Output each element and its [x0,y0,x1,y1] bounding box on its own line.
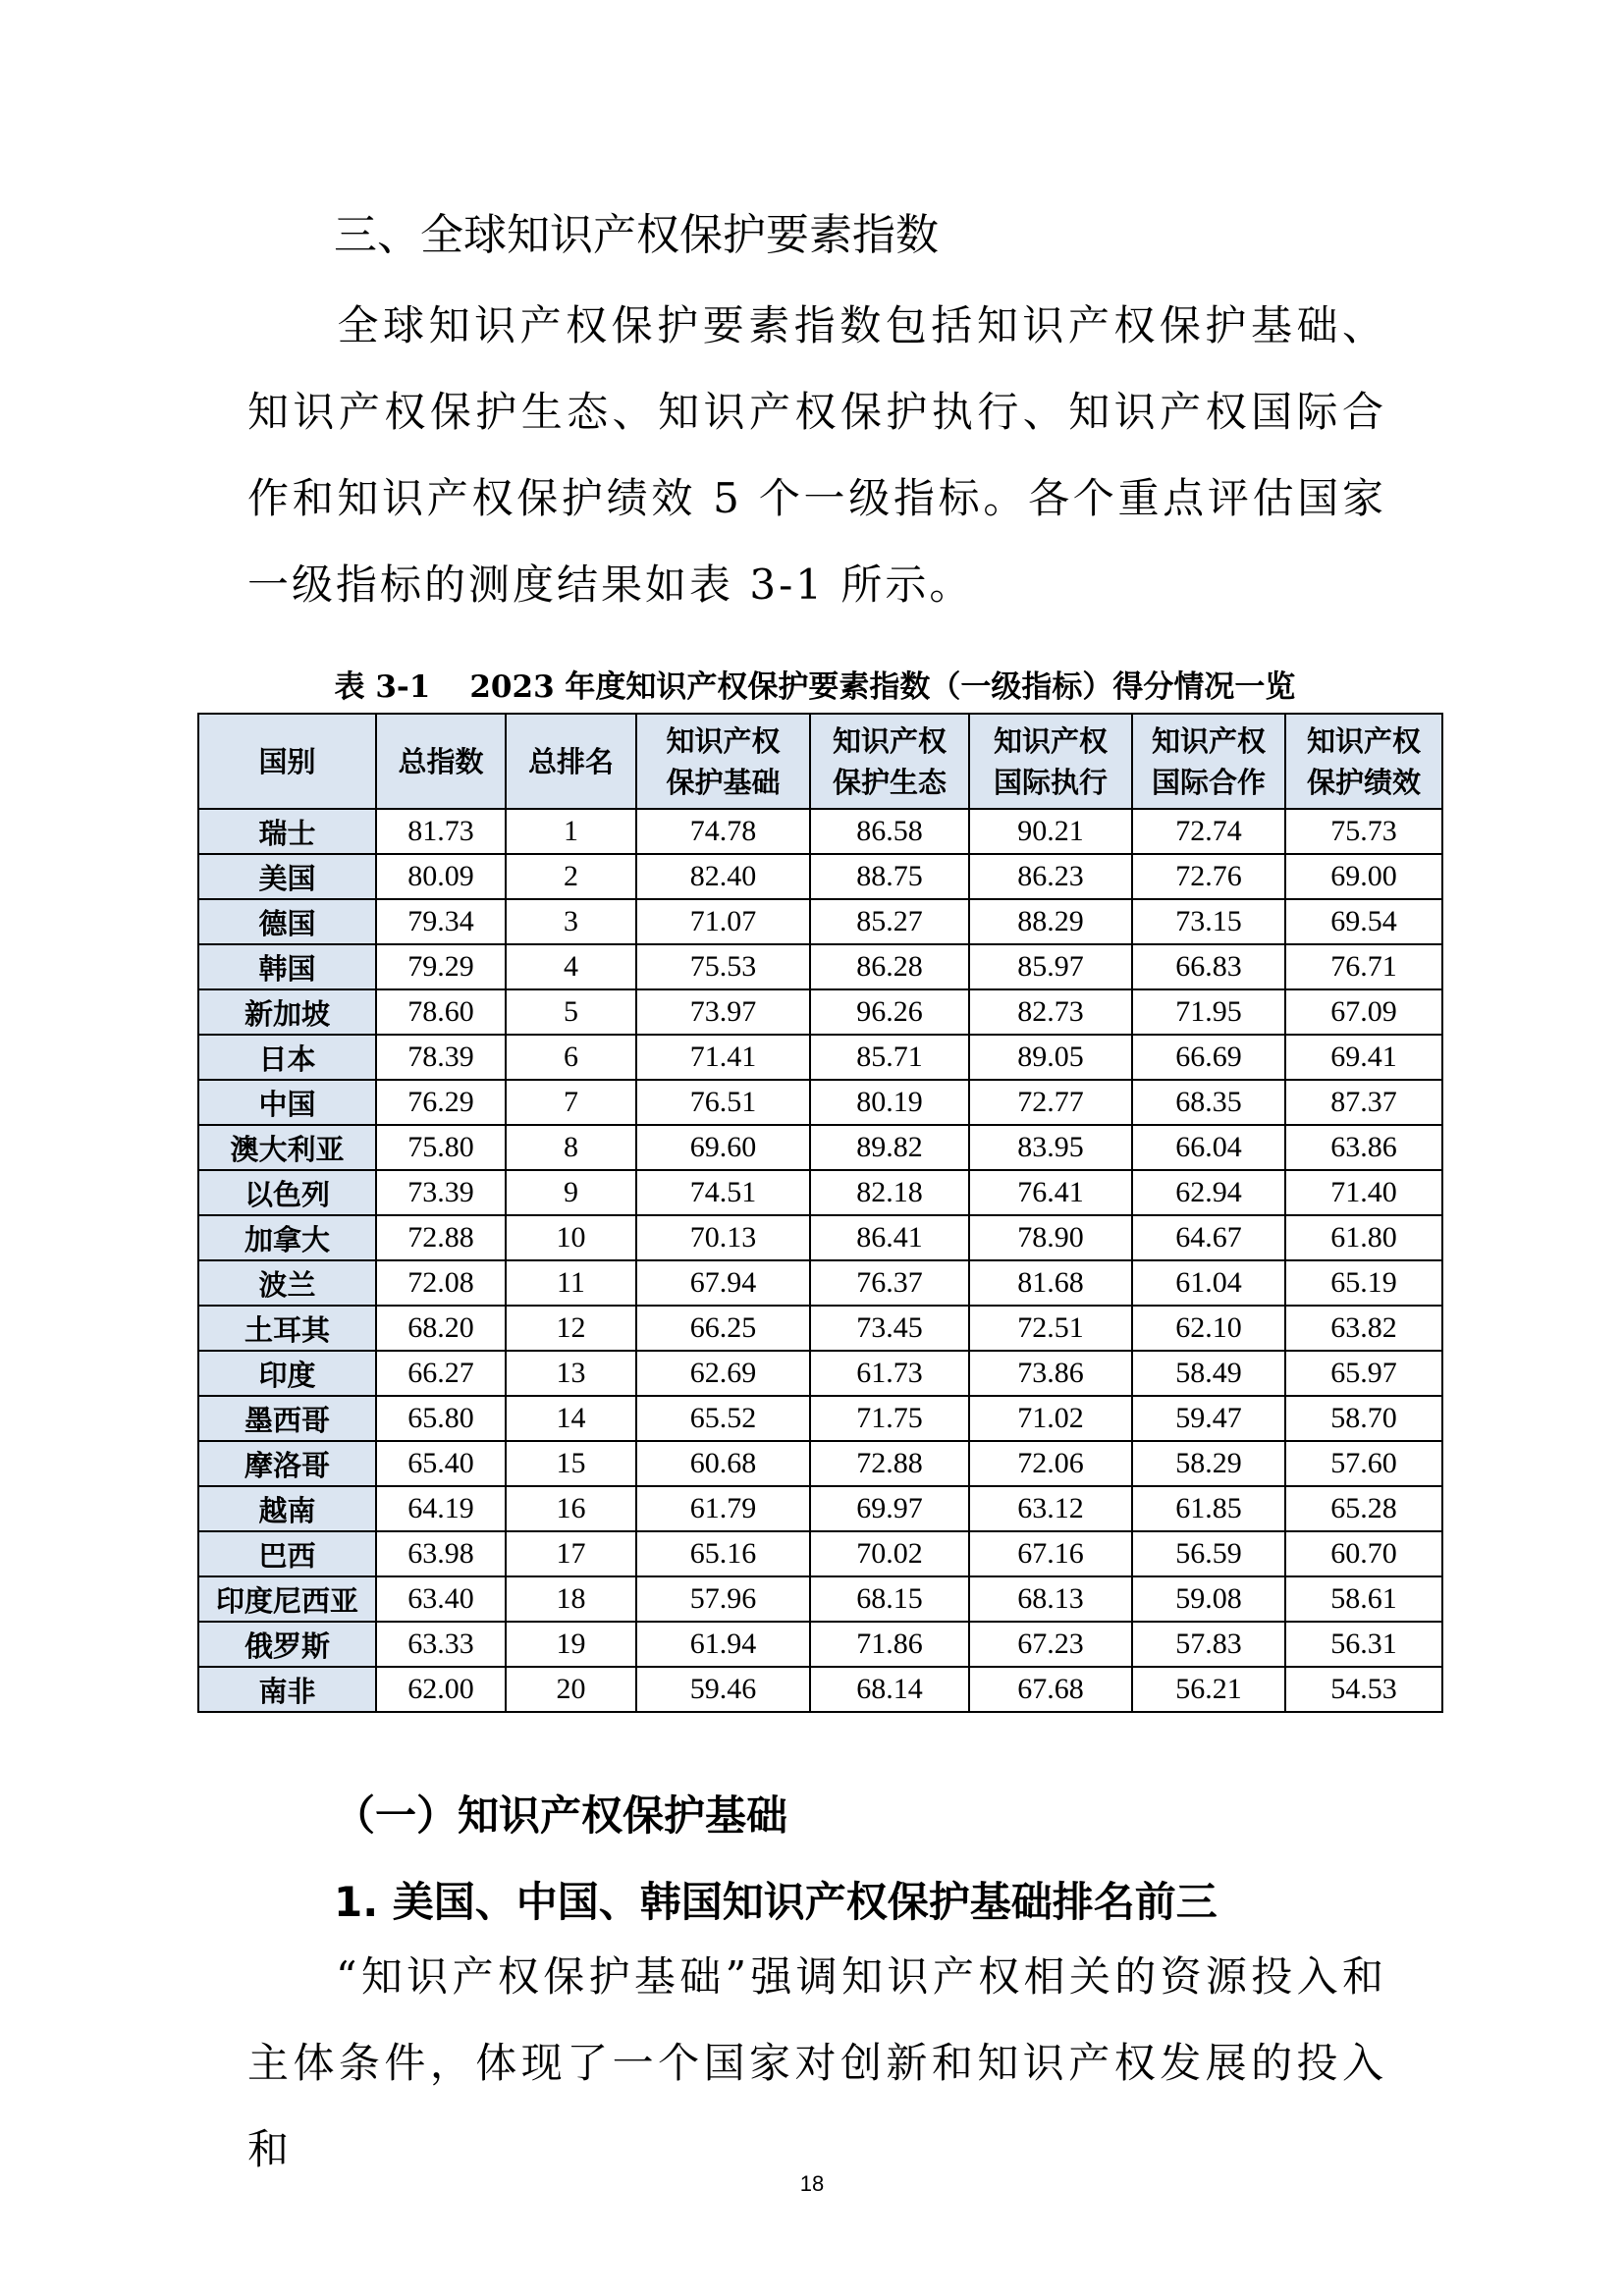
score-cell: 65.52 [636,1396,810,1441]
table-row [198,1486,1442,1531]
score-cell: 89.05 [969,1035,1132,1080]
score-cell: 67.68 [969,1667,1132,1712]
score-cell: 71.07 [636,899,810,944]
score-cell: 72.88 [810,1441,969,1486]
score-cell: 61.73 [810,1351,969,1396]
score-cell: 16 [506,1486,636,1531]
score-cell: 69.97 [810,1486,969,1531]
score-cell: 63.86 [1285,1125,1442,1170]
score-cell: 9 [506,1170,636,1215]
score-cell: 73.86 [969,1351,1132,1396]
score-cell: 58.29 [1132,1441,1285,1486]
score-cell: 83.95 [969,1125,1132,1170]
table-row [198,854,1442,899]
score-cell: 56.31 [1285,1622,1442,1667]
country-cell: 印度 [198,1351,376,1396]
score-cell: 12 [506,1306,636,1351]
score-cell: 14 [506,1396,636,1441]
score-cell: 68.35 [1132,1080,1285,1125]
score-cell: 88.75 [810,854,969,899]
country-cell: 印度尼西亚 [198,1576,376,1622]
score-cell: 65.40 [376,1441,506,1486]
column-header [198,714,376,809]
score-cell: 1 [506,809,636,854]
score-cell: 86.28 [810,944,969,989]
score-cell: 13 [506,1351,636,1396]
score-cell: 71.95 [1132,989,1285,1035]
score-cell: 81.73 [376,809,506,854]
country-cell: 摩洛哥 [198,1441,376,1486]
score-cell: 65.19 [1285,1260,1442,1306]
score-cell: 73.97 [636,989,810,1035]
score-cell: 72.76 [1132,854,1285,899]
country-cell: 中国 [198,1080,376,1125]
score-cell: 63.40 [376,1576,506,1622]
score-cell: 3 [506,899,636,944]
score-cell: 57.83 [1132,1622,1285,1667]
score-cell: 70.13 [636,1215,810,1260]
score-cell: 69.60 [636,1125,810,1170]
score-table [197,713,1443,1713]
country-cell: 澳大利亚 [198,1125,376,1170]
score-cell: 79.29 [376,944,506,989]
table-row [198,809,1442,854]
column-header-line: 知识产权 [1151,723,1266,758]
score-cell: 82.40 [636,854,810,899]
score-cell: 74.78 [636,809,810,854]
score-cell: 64.67 [1132,1215,1285,1260]
table-row [198,1531,1442,1576]
score-cell: 61.80 [1285,1215,1442,1260]
score-cell: 76.41 [969,1170,1132,1215]
score-cell: 85.71 [810,1035,969,1080]
table-row [198,899,1442,944]
score-cell: 76.29 [376,1080,506,1125]
page-number: 18 [799,2171,825,2196]
score-cell: 68.20 [376,1306,506,1351]
score-cell: 78.60 [376,989,506,1035]
score-cell: 62.10 [1132,1306,1285,1351]
score-cell: 67.23 [969,1622,1132,1667]
score-cell: 59.46 [636,1667,810,1712]
country-cell: 新加坡 [198,989,376,1035]
score-cell: 80.19 [810,1080,969,1125]
score-cell: 62.69 [636,1351,810,1396]
score-cell: 66.27 [376,1351,506,1396]
column-header [810,714,969,809]
score-cell: 66.69 [1132,1035,1285,1080]
column-header-line: 保护绩效 [1306,765,1421,799]
score-cell: 76.71 [1285,944,1442,989]
subheading-top-three: 1. 美国、中国、韩国知识产权保护基础排名前三 [334,1878,1218,1926]
column-header [376,714,506,809]
score-cell: 62.00 [376,1667,506,1712]
score-cell: 72.77 [969,1080,1132,1125]
table-caption-number: 表 3-1 [334,669,431,705]
score-cell: 80.09 [376,854,506,899]
country-cell: 美国 [198,854,376,899]
country-cell: 南非 [198,1667,376,1712]
score-cell: 89.82 [810,1125,969,1170]
score-cell: 69.54 [1285,899,1442,944]
score-cell: 75.80 [376,1125,506,1170]
section-heading: 三、全球知识产权保护要素指数 [334,210,939,260]
table-row [198,989,1442,1035]
table-caption [196,667,1434,707]
country-cell: 墨西哥 [198,1396,376,1441]
score-cell: 56.59 [1132,1531,1285,1576]
score-cell: 5 [506,989,636,1035]
score-cell: 18 [506,1576,636,1622]
table-row [198,1576,1442,1622]
score-cell: 75.73 [1285,809,1442,854]
column-header [1285,714,1442,809]
score-cell: 82.73 [969,989,1132,1035]
column-header-line: 知识产权 [666,723,781,758]
score-cell: 85.27 [810,899,969,944]
score-cell: 2 [506,854,636,899]
column-header-line: 知识产权 [832,723,947,758]
table-row [198,1260,1442,1306]
column-header-line: 总排名 [527,744,614,778]
score-cell: 60.68 [636,1441,810,1486]
score-cell: 4 [506,944,636,989]
score-cell: 8 [506,1125,636,1170]
table-row [198,1396,1442,1441]
score-cell: 61.04 [1132,1260,1285,1306]
score-cell: 17 [506,1531,636,1576]
score-cell: 86.58 [810,809,969,854]
score-cell: 72.51 [969,1306,1132,1351]
table-row [198,1351,1442,1396]
country-cell: 越南 [198,1486,376,1531]
score-cell: 81.68 [969,1260,1132,1306]
score-cell: 65.97 [1285,1351,1442,1396]
score-cell: 73.15 [1132,899,1285,944]
score-cell: 73.45 [810,1306,969,1351]
table-row [198,1667,1442,1712]
score-cell: 63.33 [376,1622,506,1667]
score-cell: 59.47 [1132,1396,1285,1441]
country-cell: 德国 [198,899,376,944]
score-cell: 68.14 [810,1667,969,1712]
foundation-paragraph [247,1934,1386,2193]
score-cell: 66.04 [1132,1125,1285,1170]
score-cell: 72.74 [1132,809,1285,854]
score-cell: 70.02 [810,1531,969,1576]
column-header-line: 知识产权 [1306,723,1421,758]
score-cell: 61.85 [1132,1486,1285,1531]
score-cell: 65.80 [376,1396,506,1441]
intro-paragraph [247,283,1386,628]
foundation-paragraph-text: “知识产权保护基础”强调知识产权相关的资源投入和主体条件，体现了一个国家对创新和知识产权发展的投入和 [247,1952,1386,2173]
score-cell: 76.51 [636,1080,810,1125]
country-cell: 日本 [198,1035,376,1080]
table-body [198,809,1442,1712]
score-cell: 74.51 [636,1170,810,1215]
score-cell: 62.94 [1132,1170,1285,1215]
score-cell: 67.16 [969,1531,1132,1576]
score-cell: 96.26 [810,989,969,1035]
score-cell: 82.18 [810,1170,969,1215]
country-cell: 瑞士 [198,809,376,854]
table-header [198,714,1442,809]
score-cell: 79.34 [376,899,506,944]
score-cell: 54.53 [1285,1667,1442,1712]
score-cell: 75.53 [636,944,810,989]
column-header-line: 国际执行 [993,765,1108,799]
column-header [636,714,810,809]
score-cell: 19 [506,1622,636,1667]
score-cell: 68.13 [969,1576,1132,1622]
score-cell: 58.61 [1285,1576,1442,1622]
country-cell: 加拿大 [198,1215,376,1260]
score-cell: 60.70 [1285,1531,1442,1576]
score-cell: 78.90 [969,1215,1132,1260]
score-cell: 78.39 [376,1035,506,1080]
score-cell: 71.40 [1285,1170,1442,1215]
score-cell: 71.41 [636,1035,810,1080]
subheading-protection-foundation: （一）知识产权保护基础 [334,1791,788,1840]
score-cell: 58.70 [1285,1396,1442,1441]
country-cell: 韩国 [198,944,376,989]
score-cell: 69.00 [1285,854,1442,899]
score-cell: 11 [506,1260,636,1306]
score-cell: 57.96 [636,1576,810,1622]
country-cell: 俄罗斯 [198,1622,376,1667]
table-row [198,1441,1442,1486]
column-header-line: 总指数 [398,744,484,778]
score-cell: 6 [506,1035,636,1080]
score-cell: 64.19 [376,1486,506,1531]
intro-paragraph-text: 全球知识产权保护要素指数包括知识产权保护基础、知识产权保护生态、知识产权保护执行、知识产权国际合作和知识产权保护绩效 5 个一级指标。各个重点评估国家一级指标的测度结果如表 3-1 所示。 [247,301,1386,609]
score-cell: 20 [506,1667,636,1712]
score-cell: 61.79 [636,1486,810,1531]
score-cell: 90.21 [969,809,1132,854]
country-cell: 以色列 [198,1170,376,1215]
table-row [198,944,1442,989]
table-row [198,1080,1442,1125]
score-cell: 87.37 [1285,1080,1442,1125]
column-header-line: 保护基础 [666,765,781,799]
score-cell: 59.08 [1132,1576,1285,1622]
score-cell: 72.08 [376,1260,506,1306]
score-cell: 88.29 [969,899,1132,944]
score-cell: 86.41 [810,1215,969,1260]
table-row [198,1125,1442,1170]
column-header-line: 国别 [258,744,316,778]
table-row [198,1035,1442,1080]
score-cell: 67.94 [636,1260,810,1306]
score-cell: 68.15 [810,1576,969,1622]
score-cell: 65.28 [1285,1486,1442,1531]
column-header [969,714,1132,809]
column-header-line: 保护生态 [832,765,947,799]
table-row [198,1170,1442,1215]
score-cell: 56.21 [1132,1667,1285,1712]
score-cell: 65.16 [636,1531,810,1576]
score-cell: 67.09 [1285,989,1442,1035]
score-cell: 86.23 [969,854,1132,899]
score-cell: 76.37 [810,1260,969,1306]
column-header-line: 国际合作 [1151,765,1266,799]
score-cell: 71.75 [810,1396,969,1441]
table-header-row [198,714,1442,809]
table-row [198,1306,1442,1351]
score-cell: 71.02 [969,1396,1132,1441]
score-cell: 69.41 [1285,1035,1442,1080]
score-cell: 61.94 [636,1622,810,1667]
column-header [506,714,636,809]
score-cell: 58.49 [1132,1351,1285,1396]
score-cell: 72.88 [376,1215,506,1260]
score-cell: 66.83 [1132,944,1285,989]
table-row [198,1215,1442,1260]
score-cell: 63.82 [1285,1306,1442,1351]
table-caption-title: 2023 年度知识产权保护要素指数（一级指标）得分情况一览 [469,669,1296,705]
score-cell: 85.97 [969,944,1132,989]
score-cell: 72.06 [969,1441,1132,1486]
score-cell: 57.60 [1285,1441,1442,1486]
country-cell: 波兰 [198,1260,376,1306]
column-header-line: 知识产权 [993,723,1108,758]
score-cell: 7 [506,1080,636,1125]
country-cell: 巴西 [198,1531,376,1576]
country-cell: 土耳其 [198,1306,376,1351]
score-cell: 71.86 [810,1622,969,1667]
score-cell: 15 [506,1441,636,1486]
score-cell: 63.12 [969,1486,1132,1531]
score-cell: 73.39 [376,1170,506,1215]
score-cell: 66.25 [636,1306,810,1351]
score-cell: 10 [506,1215,636,1260]
score-cell: 63.98 [376,1531,506,1576]
column-header [1132,714,1285,809]
table-row [198,1622,1442,1667]
